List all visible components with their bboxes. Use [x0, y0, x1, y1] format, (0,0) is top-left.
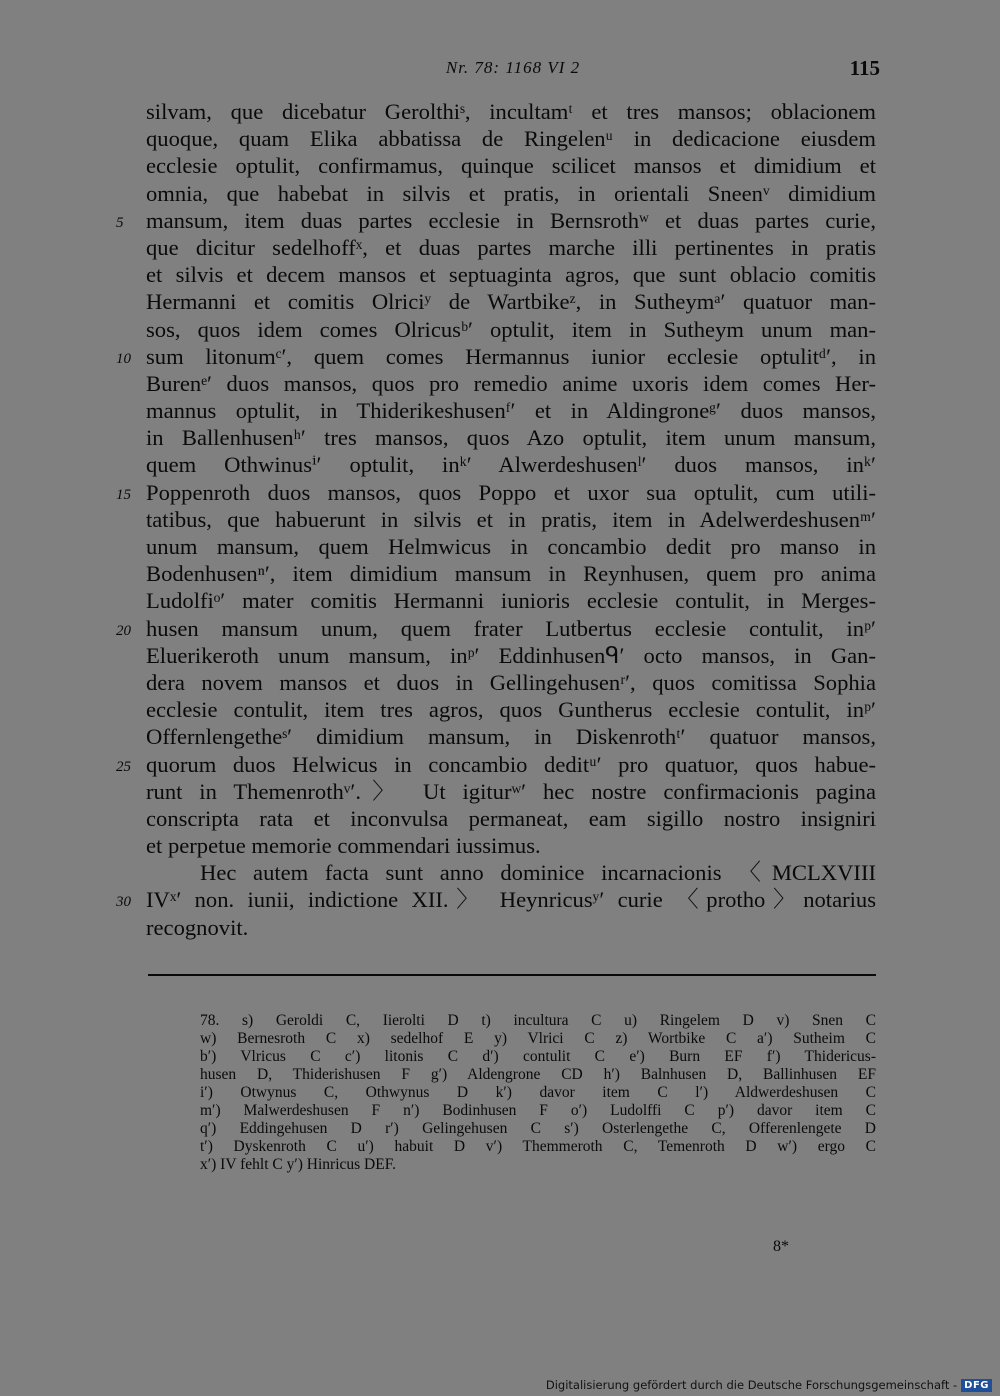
line-text: et perpetue memorie commendari iussimus. [146, 833, 541, 859]
line-text: Ludolfiᵒ′ mater comitis Hermanni iunioris ecclesie contulit, in Merges- [146, 588, 876, 614]
running-title: Nr. 78: 1168 VI 2 [445, 58, 581, 77]
digitization-credit [546, 1376, 992, 1394]
text-line [146, 424, 876, 451]
footnote-line: m′) Malwerdeshusen F n′) Bodinhusen F o′) Ludolffi C p′) davor item C [200, 1102, 876, 1119]
text-line [146, 696, 876, 723]
line-text: recognovit. [146, 914, 249, 940]
critical-apparatus [200, 1012, 876, 1174]
text-line [116, 207, 876, 234]
line-text: tatibus, que habuerunt in silvis et in pratis, item in Adelwerdeshusenᵐ′ [146, 506, 876, 532]
footnote-line: b′) Vlricus C c′) litonis C d′) contulit C e′) Burn EF f′) Thidericus- [200, 1048, 876, 1065]
line-text: dera novem mansos et duos in Gellingehusenʳ′, quos comitissa Sophia [146, 669, 876, 695]
text-line [116, 343, 876, 370]
credit-text: Digitalisierung gefördert durch die Deutsche Forschungsgemeinschaft - [545, 1378, 958, 1392]
line-text: runt in Themenrothᵛ′.〉 Ut igiturʷ′ hec nostre confirmacionis pagina [146, 778, 876, 804]
line-text: sum litonumᶜ′, quem comes Hermannus iunior ecclesie optulitᵈ′, in [146, 343, 876, 369]
line-text: in Ballenhusenʰ′ tres mansos, quos Azo optulit, item unum mansum, [146, 425, 876, 451]
text-line [146, 261, 876, 288]
footnote-line: x′) IV fehlt C y′) Hinricus DEF. [200, 1156, 396, 1173]
line-text: Hermanni et comitis Olriciʸ de Wartbikeᶻ, in Sutheymᵃ′ quatuor man- [146, 289, 876, 315]
line-text: mannus optulit, in Thiderikeshusenᶠ′ et in Aldingroneᵍ′ duos mansos, [146, 398, 876, 424]
footnote-line: t′) Dyskenroth C u′) habuit D v′) Themmeroth C, Temenroth D w′) ergo C [200, 1138, 876, 1155]
line-text: sos, quos idem comes Olricusᵇ′ optulit, item in Sutheym unum man- [146, 316, 876, 342]
line-text: husen mansum unum, quem frater Lutbertus ecclesie contulit, inᵖ′ [146, 615, 876, 641]
line-text: Offernlengetheˢ′ dimidium mansum, in Diskenrothᵗ′ quatuor mansos, [146, 724, 876, 750]
text-line [146, 98, 876, 125]
text-line [146, 832, 876, 859]
line-number: 15 [116, 486, 131, 503]
text-line [146, 180, 876, 207]
line-text: unum mansum, quem Helmwicus in concambio dedit pro manso in [146, 534, 876, 559]
dfg-logo: DFG [961, 1379, 992, 1392]
line-text: ecclesie optulit, confirmamus, quinque scilicet mansos et dimidium et [146, 153, 876, 179]
line-text: mansum, item duas partes ecclesie in Bernsrothʷ et duas partes curie, [146, 207, 876, 233]
text-line [146, 533, 876, 560]
line-text: quem Othwinusⁱ′ optulit, inᵏ′ Alwerdeshusenˡ′ duos mansos, inᵏ′ [146, 452, 876, 478]
line-text: Burenᵉ′ duos mansos, quos pro remedio anime uxoris idem comes Her- [146, 370, 876, 396]
text-line [146, 506, 876, 533]
line-number: 20 [116, 622, 131, 639]
line-text: que dicitur sedelhoffˣ, et duas partes marche illi pertinentes in pratis [146, 234, 876, 260]
page-number: 115 [849, 56, 880, 80]
footnote-line: q′) Eddingehusen D r′) Gelingehusen C s′) Osterlengethe C, Offerenlengete D [200, 1120, 876, 1137]
text-line [146, 316, 876, 343]
line-text: conscripta rata et inconvulsa permaneat, eam sigillo nostro insigniri [146, 805, 876, 831]
text-line [146, 288, 876, 315]
line-number: 25 [116, 758, 131, 775]
text-line [116, 479, 876, 506]
text-line [116, 886, 876, 913]
text-line [146, 805, 876, 832]
text-line [146, 778, 876, 805]
text-line [146, 723, 876, 750]
line-text: Eluerikeroth unum mansum, inᵖ′ Eddinhusenᑫ′ octo mansos, in Gan- [146, 642, 876, 668]
line-text: omnia, que habebat in silvis et pratis, in orientali Sneenᵛ dimidium [146, 180, 876, 206]
line-text: Bodenhusenⁿ′, item dimidium mansum in Reynhusen, quem pro anima [146, 561, 876, 587]
text-line [146, 397, 876, 424]
text-line [146, 560, 876, 587]
charter-text [116, 98, 876, 941]
text-line [146, 125, 876, 152]
line-number: 10 [116, 350, 131, 367]
line-text: quorum duos Helwicus in concambio deditᵘ′ pro quatuor, quos habue- [146, 751, 876, 777]
signature-mark: 8* [773, 1238, 789, 1255]
text-line [146, 152, 876, 179]
footnote-line: husen D, Thiderishusen F g′) Aldengrone CD h′) Balnhusen D, Ballinhusen EF [200, 1066, 876, 1083]
text-line [116, 751, 876, 778]
footnote-line: w) Bernesroth C x) sedelhof E y) Vlrici C z) Wortbike C a′) Sutheim C [200, 1030, 876, 1047]
text-line [146, 859, 876, 886]
text-line [146, 642, 876, 669]
footnote-divider [148, 974, 876, 976]
line-text: Poppenroth duos mansos, quos Poppo et uxor sua optulit, cum utili- [146, 479, 876, 505]
text-line [146, 587, 876, 614]
line-number: 30 [116, 894, 131, 911]
text-line [146, 451, 876, 478]
line-number: 5 [116, 214, 124, 231]
text-line [146, 914, 876, 941]
line-text: silvam, que dicebatur Gerolthiˢ, incultamᵗ et tres mansos; oblacionem [146, 99, 876, 124]
text-line [116, 615, 876, 642]
line-text: Hec autem facta sunt anno dominice incarnacionis 〈MCLXVIII [200, 860, 876, 886]
text-line [146, 370, 876, 397]
text-line [146, 234, 876, 261]
footnote-line: 78. s) Geroldi C, Iierolti D t) incultura C u) Ringelem D v) Snen C [200, 1012, 876, 1029]
line-text: ecclesie contulit, item tres agros, quos Guntherus ecclesie contulit, inᵖ′ [146, 697, 876, 723]
line-text: quoque, quam Elika abbatissa de Ringelenᵘ in dedicacione eiusdem [146, 126, 876, 152]
line-text: IVˣ′ non. iunii, indictione XII.〉 Heynricusʸ′ curie 〈protho〉notarius [146, 887, 876, 913]
page-header [146, 58, 880, 84]
footnote-line: i′) Otwynus C, Othwynus D k′) davor item C l′) Aldwerdeshusen C [200, 1084, 876, 1101]
line-text: et silvis et decem mansos et septuaginta agros, que sunt oblacio comitis [146, 262, 876, 288]
text-line [146, 669, 876, 696]
